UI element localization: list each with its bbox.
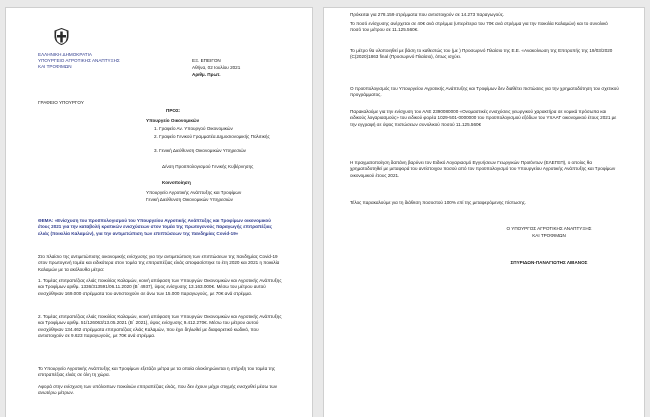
page2-paragraph-4: Παρακαλούμε για την ενίσχυση του ΑΛΕ 2390080000 «Ονομαστικές ενισχύσεις γεωργικού χαρακτήρα σε νομικά πρόσωπα και ειδικούς λογαριασμούς» του ειδικού φορέα 1029-501-0000000 του προϋπολογισμού εξόδων του ΥπΑΑΤ οικονομικού έτους 2021 με την εγγραφή σε ύψος πιστώσεων συνολικού ποσού 11.125.560€ (350, 109, 617, 127)
page2-paragraph-3: Ο προϋπολογισμός του Υπουργείου Αγροτικής Ανάπτυξης και Τροφίμων δεν διαθέτει πιστώσεις για την χρηματοδότηση του σχετικού προγράμματος. (350, 86, 619, 98)
letter-page-2 (324, 8, 644, 417)
body-paragraph-2: 1. Τομέας επιτραπέζιας ελιάς ποικιλίας Καλαμών, κοινή απόφαση των Υπουργών Οικονομικών και Αγροτικής Ανάπτυξης και Τροφίμων αριθμ. 1336/313591/06.11.2020 (Β΄ 4937), ύψος ενίσχυσης 13.163.000€. Μέσω του μέτρου αυτού ενισχύθηκαν 169.000 στρέμματα του αντιστοιχούν σε άνω των 15.000 παραγωγούς, με 70€ ανά στρέμμα. (38, 278, 282, 296)
office-label: ΓΡΑΦΕΙΟ ΥΠΟΥΡΓΟΥ (38, 100, 84, 105)
page2-line-2: Το ποσό ενίσχυσης ανέρχεται σε 40€ ανά στρέμμα (υπερέτερα του 70€ ανά στρέμμα για την ποικιλία Καλαμών) και το συνολικό ποσό του μέτρου σε 11.125.560€. (350, 21, 608, 33)
sender-line-3: ΚΑΙ ΤΡΟΦΙΜΩΝ (38, 64, 72, 69)
protocol-number: Αριθμ. Πρωτ. (192, 72, 221, 77)
page2-paragraph-5: Η πραγματοποίηση δαπάνη βαρύνει τον Ειδικό Λογαριασμό Εγγυήσεων Γεωργικών Προϊόντων (ΕΛΕΓΕΠ), ο οποίος θα χρηματοδοτηθεί με μεταφορά του αντίστοιχου ποσού από τον προϋπολογισμό του Υπουργείου Αγροτικής Ανάπτυξης και Τροφίμων οικονομικού έτους 2021. (350, 160, 616, 178)
signatory-name: ΣΠΥΡΙΔΩΝ-ΠΑΝΑΓΙΩΤΗΣ ΛΙΒΑΝΟΣ (510, 260, 588, 265)
page2-paragraph-6: Τέλος παρακαλούμε για τη διάθεση ποσοστού 100% επί της μεταφερόμενης πίστωσης. (350, 200, 527, 205)
cc-recipient-1: Υπουργείο Αγροτικής Ανάπτυξης και Τροφίμων (146, 190, 242, 195)
urgency-label: ΕΞ. ΕΠΕΙΓΟΝ (192, 58, 221, 63)
document-date: Αθήνα, 02 Ιουλίου 2021 (192, 65, 241, 70)
page2-line-1: Πρόκειται για 278.159 στρέμματα που αντιστοιχούν σε 14.273 παραγωγούς. (350, 12, 505, 17)
page2-paragraph-2: Το μέτρο θα υλοποιηθεί με βάση το καθεστώς του (με ) Προσωρινό Πλαίσιο της Ε.Ε. «Ανακοίνωση της Επιτροπής της 19/03/2020 (C(2020)1863 final (Προσωρινό Πλαίσιο), όπως ισχύει. (350, 48, 613, 60)
body-paragraph-4: Το Υπουργείο Αγροτικής Ανάπτυξης και Τροφίμων εξετάζει μέτρα με τα οποία ολοκληρώνεται η στήριξη του τομέα της επιτραπέζιας ελιάς σε όλη τη χώρα. (38, 366, 276, 378)
cc-recipient-2: Γενική Διεύθυνση Οικονομικών Υπηρεσιών (146, 197, 233, 202)
signature-role-line-2: ΚΑΙ ΤΡΟΦΙΜΩΝ (532, 233, 566, 238)
sender-line-2: ΥΠΟΥΡΓΕΙΟ ΑΓΡΟΤΙΚΗΣ ΑΝΑΠΤΥΞΗΣ (38, 58, 120, 63)
to-label: ΠΡΟΣ: (166, 108, 181, 113)
recipient-ministry: Υπουργείο Οικονομικών (146, 118, 200, 123)
recipient-2: 2. Γραφείο Γενικού Γραμματέα Δημοσιονομικής Πολιτικής (154, 134, 270, 139)
cc-label: Κοινοποίηση (162, 180, 191, 185)
body-paragraph-3: 2. Τομέας επιτραπέζιας ελιάς ποικιλίας Καλαμών, κοινή απόφαση των Υπουργών Οικονομικών και Αγροτικής Ανάπτυξης και Τροφίμων αριθμ. 51/126063/13.05.2021 (Β΄ 2021), ύψος ενίσχυσης 9.412.270€. Μέσω του μέτρου αυτού ενισχύθηκαν 134.462 στρέμματα επιτραπέζιας ελιάς Καλαμών, που έχει δηλωθεί με διαφορετικό κωδικό, που αντιστοιχούν σε 9.623 παραγωγούς, με 70€ ανά στρέμμα. (38, 314, 282, 339)
recipient-1: 1. Γραφείο Αν. Υπουργού Οικονομικών (154, 126, 233, 131)
body-paragraph-5: Αφορά στην ενίσχυση των υπόλοιπων ποικιλιών επιτραπέζιας ελιάς, που δεν έχουν μέχρι στιγμής ενισχυθεί μέσω των ανωτέρω μέτρων. (38, 384, 278, 396)
signature-role-line-1: Ο ΥΠΟΥΡΓΟΣ ΑΓΡΟΤΙΚΗΣ ΑΝΑΠΤΥΞΗΣ (506, 226, 592, 231)
sender-line-1: ΕΛΛΗΝΙΚΗ ΔΗΜΟΚΡΑΤΙΑ (38, 52, 92, 57)
greek-state-emblem-icon (54, 28, 69, 45)
recipient-4: Δ/νση Προϋπολογισμού Γενικής Κυβέρνησης (162, 164, 254, 169)
letter-page-1 (6, 8, 312, 417)
subject-line: ΘΕΜΑ: «Ενίσχυση του προϋπολογισμού του Υπουργείου Αγροτικής Ανάπτυξης και Τροφίμων οικονομικού έτους 2021 για την καταβολή κρατικών ενισχύσεων στον τομέα της πρωτογενούς παραγωγής επιτραπέζιας ελιάς (ποικιλία Καλαμών), για την αντιμετώπιση των επιπτώσεων της πανδημίας Covid-19» (38, 218, 272, 236)
recipient-3: 3. Γενική Διεύθυνση Οικονομικών Υπηρεσιών (154, 148, 246, 153)
body-paragraph-1: Στο πλαίσιο της αντιμετώπισης οικονομικής ενίσχυσης για την αντιμετώπιση των επιπτώσεων της πανδημίας Covid-19 στον πρωτογενή τομέα και ειδικότερα στον τομέα της επιτραπέζιας ελιάς αποφασίστηκε το έτη 2020 και 2021 η ποικιλία Καλαμών με τα ακόλουθα μέτρα: (38, 254, 280, 272)
